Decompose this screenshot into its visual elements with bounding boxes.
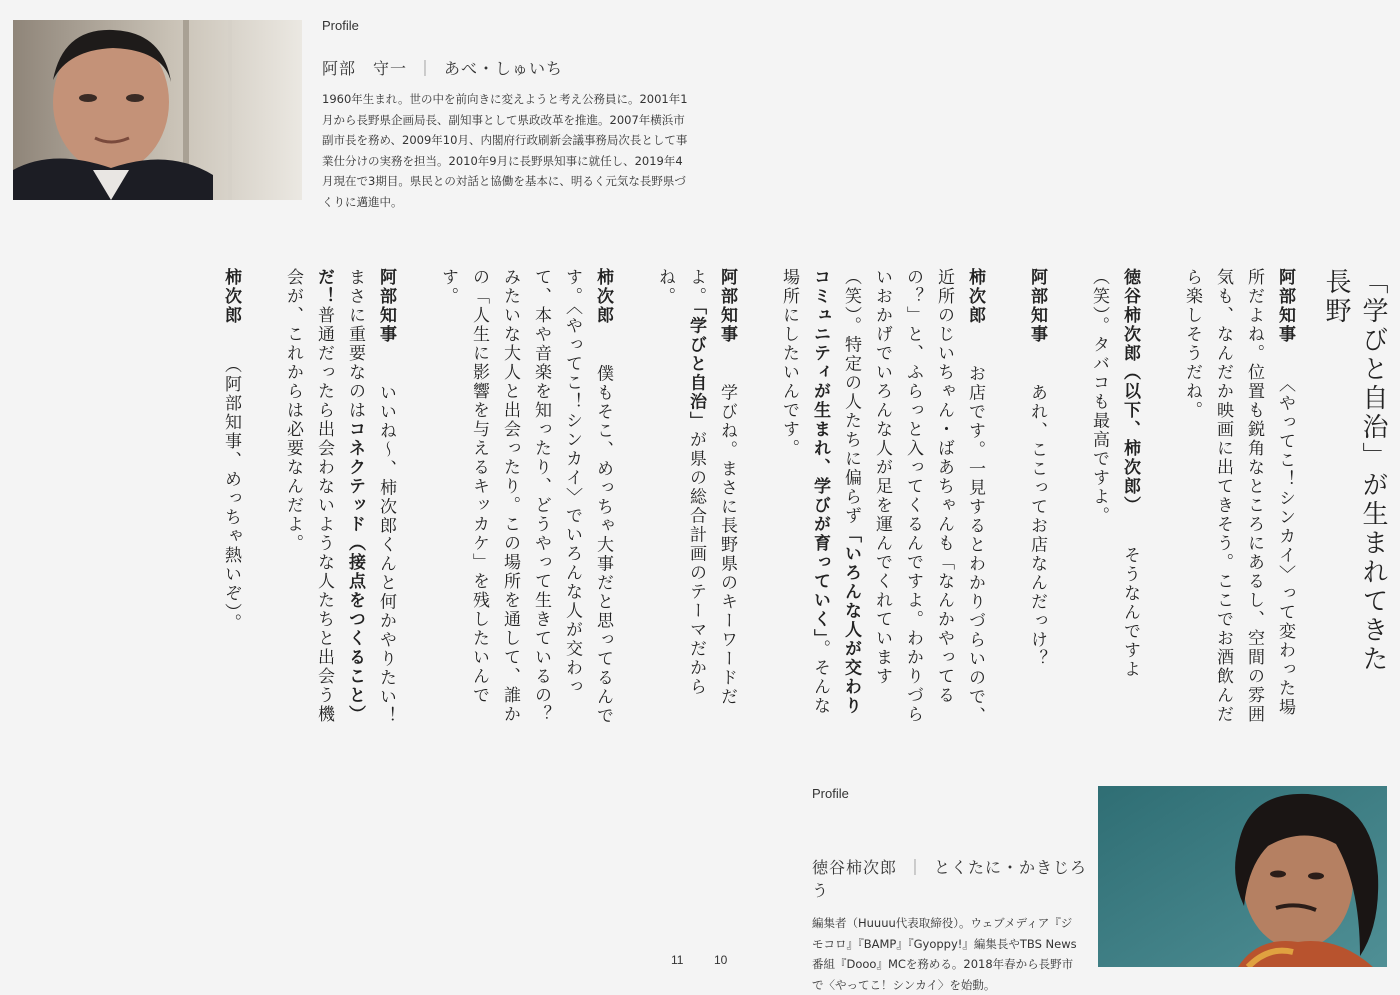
page-number-left: 11 (671, 953, 684, 967)
dialogue-text: そうなんですよ（笑）。タバコも最高ですよ。 (1089, 268, 1140, 679)
article-title: 「学びと自治」が生まれてきた長野 (1321, 268, 1388, 674)
speaker-name: 徳谷柿次郎（以下、柿次郎） (1120, 268, 1140, 507)
profile-label: Profile (812, 786, 849, 801)
dialogue-line (215, 268, 246, 728)
profile-label: Profile (322, 18, 359, 33)
speaker-name: 阿部知事 (1275, 268, 1295, 344)
dialogue-line (277, 268, 401, 728)
dialogue-text: 学びね。まさに長野県のキーワードだよ。 (686, 268, 737, 707)
page-number-right: 10 (714, 953, 728, 967)
dialogue-line (649, 268, 742, 728)
kakijiro-portrait-photo (1098, 786, 1387, 967)
kakijiro-portrait-illustration (1098, 786, 1387, 967)
profile-name-reading: あべ・しゅいち (444, 59, 564, 78)
dialogue-emphasis: 「いろんな人が交わりコミュニティが生まれ、学びが育っていく」 (810, 268, 861, 716)
dialogue-text: 。そんな場所にしたいんです。 (779, 268, 830, 716)
dialogue-line (432, 268, 618, 728)
dialogue-body (196, 268, 1300, 728)
abe-portrait-photo (13, 20, 302, 200)
abe-portrait-illustration (13, 20, 302, 200)
profile-name-kanji: 徳谷柿次郎 (812, 858, 898, 877)
name-separator: ｜ (417, 59, 435, 78)
profile-abe (322, 18, 692, 212)
profile-name (812, 855, 1092, 901)
profile-kakijiro (812, 786, 1092, 995)
dialogue-text: 僕もそこ、めっちゃ大事だと思ってるんです。〈やってこ！シンカイ〉でいろんな人が交わって、本や音楽を知ったり、どうやって生きているの？みたいな大人と出会ったり。この場所を通して、誰かの「人生に影響を与えるキッカケ」を残したいんです。 (438, 268, 613, 726)
dialogue-line (1083, 268, 1145, 728)
speaker-name: 阿部知事 (717, 268, 737, 344)
dialogue-line (1021, 268, 1052, 728)
dialogue-text: あれ、ここってお店なんだっけ？ (1027, 383, 1047, 669)
dialogue-text: お店です。一見するとわかりづらいので、近所のじいちゃん・ばあちゃんも「なんかやってるの？」と、ふらっと入ってくるんですよ。わかりづらいおかげでいろんな人が足を運んでくれています（笑）。特定の人たちに偏らず (841, 268, 985, 726)
speaker-name: 柿次郎 (593, 268, 613, 325)
dialogue-emphasis: コネクテッド（接点をつくること）だ！ (314, 268, 365, 724)
speaker-name: 阿部知事 (1027, 268, 1047, 344)
dialogue-text: が県の総合計画のテーマだからね。 (655, 268, 706, 697)
profile-name-reading: とくたに・かきじろう (812, 858, 1088, 900)
profile-name (322, 56, 692, 79)
profile-bio: 1960年生まれ。世の中を前向きに変えようと考え公務員に。2001年1月から長野県企画局長、副知事として県政改革を推進。2007年横浜市副市長を務め、2009年10月、内閣府行政刷新会議事務局次長として事業仕分けの実務を担当。2010年9月に長野県知事に就任し、2019年4月現在で3期目。県民との対話と協働を基本に、明るく元気な長野県づくりに邁進中。 (322, 92, 688, 209)
profile-name-kanji: 阿部 守一 (322, 59, 408, 78)
dialogue-text: 〈やってこ！シンカイ〉って変わった場所だよね。位置も鋭角なところにあるし、空間の雰囲気も、なんだか映画に出てきそう。ここでお酒飲んだら楽しそうだね。 (1182, 268, 1295, 724)
speaker-name: 柿次郎 (965, 268, 985, 325)
dialogue-text: （阿部知事、めっちゃ熱いぞ）。 (221, 364, 241, 633)
dialogue-text: 普通だったら出会わないような人たちと出会う機会が、これからは必要なんだよ。 (283, 268, 334, 724)
speaker-name: 阿部知事 (376, 268, 396, 344)
dialogue-line (1176, 268, 1300, 728)
speaker-name: 柿次郎 (221, 268, 241, 325)
dialogue-line (773, 268, 990, 728)
dialogue-text: いいね〜、柿次郎くんと何かやりたい！まさに重要なのは (345, 268, 396, 726)
dialogue-emphasis: 「学びと自治」 (686, 306, 706, 431)
name-separator: ｜ (907, 858, 925, 877)
profile-bio: 編集者（Huuuu代表取締役）。ウェブメディア『ジモコロ』『BAMP』『Gyoppy!』編集長やTBS News番組『Dooo』MCを務める。2018年春から長野市で〈やってこ！シンカイ〉を始動。 (812, 916, 1077, 992)
